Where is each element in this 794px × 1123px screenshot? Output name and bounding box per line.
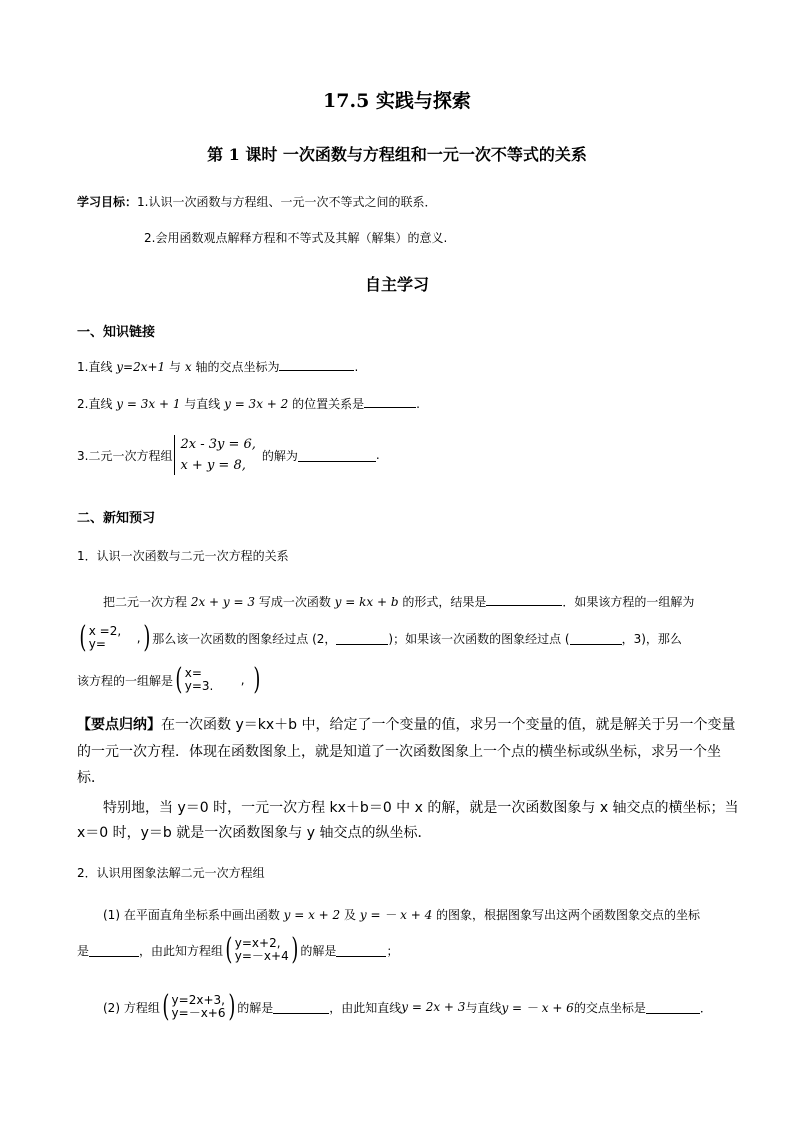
p2-text-b: )；如果该一次函数的图象经过点 ( (388, 631, 570, 646)
brace-icon (174, 435, 176, 475)
q5-period: ． (699, 1000, 712, 1015)
q5-answer-blank-1[interactable] (273, 1001, 329, 1014)
p2-comma: , (136, 631, 141, 645)
p2-sys-1: x =2, (88, 624, 122, 638)
q3-period: . (375, 448, 380, 462)
p1-function: y = kx + b (334, 595, 399, 609)
q5-text-e: 的交点坐标是 (573, 1000, 646, 1015)
goals-line-1 (77, 193, 436, 210)
q1-text-mid: 与 (165, 360, 185, 374)
para1-line2 (77, 622, 682, 654)
question-5 (103, 991, 712, 1023)
q4-answer-blank-2[interactable] (336, 944, 386, 957)
q1-text: 1.直线 (77, 360, 117, 374)
p3-sys-1: x= (184, 666, 202, 680)
goal-item-2: 2.会用函数观点解释方程和不等式及其解（解集）的意义. (144, 231, 448, 245)
para1-line1 (103, 593, 694, 610)
goals-label: 学习目标： (77, 195, 138, 209)
p2-answer-blank-1[interactable] (336, 632, 388, 645)
key-points-text-1: 在一次函数 y＝kx＋b 中，给定了一个变量的值，求另一个变量的值，就是解关于另一个变量 (161, 717, 736, 733)
q2-equation-1: y = 3x + 1 (116, 397, 181, 411)
question-4-line2 (77, 934, 398, 966)
right-brace-icon: ) (252, 662, 260, 697)
q2-text: 2.直线 (77, 397, 117, 411)
right-brace-icon: ) (142, 620, 150, 655)
q3-answer-blank[interactable] (298, 449, 376, 462)
q2-answer-blank[interactable] (364, 395, 416, 408)
p1-text-c: 的形式，结果是 (398, 595, 487, 609)
q5-text-d: 与直线 (465, 1000, 502, 1015)
q2-text-post: 的位置关系是 (288, 397, 365, 411)
lesson-title: 17.5 实践与探索 (323, 90, 471, 112)
left-brace-icon: ( (175, 662, 183, 697)
q3-text-post: 的解为 (261, 448, 298, 463)
right-brace-icon: ) (227, 989, 235, 1024)
q5-answer-blank-2[interactable] (646, 1001, 700, 1014)
q4-text-f: 的解是 (300, 943, 337, 958)
subheading-1: 1．认识一次函数与二元一次方程的关系 (77, 549, 289, 563)
key-points-text-2: 的一元一次方程．体现在函数图象上，就是知道了一次函数图象上一个点的横坐标或纵坐标，求另一个坐 (77, 744, 721, 760)
section2-title: 二、新知预习 (77, 511, 156, 526)
p2-text-c: ，3)，那么 (621, 631, 682, 646)
p1-answer-blank[interactable] (486, 593, 562, 606)
left-brace-icon: ( (79, 620, 87, 655)
p2-answer-blank-2[interactable] (570, 632, 622, 645)
q5-sys-2: y=－x+6 (171, 1006, 226, 1020)
p1-equation: 2x + y = 3 (190, 595, 256, 609)
p1-text-b: 写成一次函数 (255, 595, 335, 609)
question-1 (77, 358, 358, 375)
section1-title: 一、知识链接 (77, 325, 156, 340)
q4-sys-2: y=－x+4 (234, 949, 289, 963)
p2-text-a: 那么该一次函数的图象经过点 (2， (152, 631, 337, 646)
p3-comma: , (240, 673, 245, 687)
q4-text-b: 及 (340, 908, 360, 922)
q4-sys-1: y=x+2, (234, 936, 281, 950)
q3-text: 3.二元一次方程组 (77, 448, 173, 463)
right-brace-icon: ) (291, 932, 299, 967)
q1-x: x (184, 360, 192, 374)
q4-text-e: ，由此知方程组 (139, 943, 224, 958)
q5-function-2: y = － x + 6 (501, 1000, 574, 1015)
p3-text-a: 该方程的一组解是 (77, 673, 174, 688)
question-4-line1 (103, 906, 700, 923)
subheading-2: 2．认识用图象法解二元一次方程组 (77, 866, 265, 880)
q2-period: . (416, 397, 420, 411)
para1-line3 (77, 664, 262, 696)
special-case-line1: 特别地，当 y＝0 时，一元一次方程 kx＋b＝0 中 x 的解，就是一次函数图象与 x 轴交点的横坐标；当 (103, 800, 739, 816)
q1-period: . (354, 360, 359, 374)
goal-item-1: 1.认识一次函数与方程组、一元一次不等式之间的联系． (137, 195, 437, 209)
question-3 (77, 432, 380, 478)
q5-text-c: ，由此知直线 (329, 1000, 402, 1015)
q4-text-c: 的图象，根据图象写出这两个函数图象交点的坐标 (432, 908, 701, 922)
key-points-label: 【要点归纳】 (77, 717, 161, 733)
q3-eq-1: 2x - 3y = 6, (180, 437, 256, 452)
left-brace-icon: ( (225, 932, 233, 967)
key-points-text-3: 标． (77, 770, 105, 786)
q3-system (174, 434, 255, 476)
q2-text-mid: 与直线 (180, 397, 225, 411)
left-brace-icon: ( (162, 989, 170, 1024)
q4-function-2: y = － x + 4 (359, 908, 433, 922)
lesson-subtitle: 第 1 课时 一次函数与方程组和一元一次不等式的关系 (207, 145, 587, 164)
q5-text-a: (2) 方程组 (103, 1000, 160, 1015)
key-points-line1 (77, 714, 735, 734)
q4-text-g: ； (386, 943, 399, 958)
p1-text-a: 把二元一次方程 (103, 595, 191, 609)
q2-equation-2: y = 3x + 2 (224, 397, 289, 411)
q5-text-b: 的解是 (237, 1000, 274, 1015)
self-study-heading: 自主学习 (364, 275, 429, 294)
p3-sys-2: y=3. (184, 679, 214, 693)
q4-text-d: 是 (77, 943, 90, 958)
q4-answer-blank-1[interactable] (89, 944, 139, 957)
question-2 (77, 395, 420, 412)
q1-answer-blank[interactable] (279, 358, 354, 371)
q3-eq-2: x + y = 8, (180, 458, 246, 473)
q5-function-1: y = 2x + 3 (401, 1000, 466, 1014)
q1-text-post: 轴的交点坐标为 (191, 360, 280, 374)
q4-function-1: y = x + 2 (283, 908, 341, 922)
p1-text-d: ．如果该方程的一组解为 (562, 595, 695, 609)
q1-equation: y=2x+1 (116, 360, 166, 374)
p2-sys-2: y= (88, 637, 106, 651)
q4-text-a: (1) 在平面直角坐标系中画出函数 (103, 908, 284, 922)
special-case-line2: x＝0 时，y＝b 就是一次函数图象与 y 轴交点的纵坐标． (77, 825, 432, 841)
q5-sys-1: y=2x+3, (171, 993, 225, 1007)
